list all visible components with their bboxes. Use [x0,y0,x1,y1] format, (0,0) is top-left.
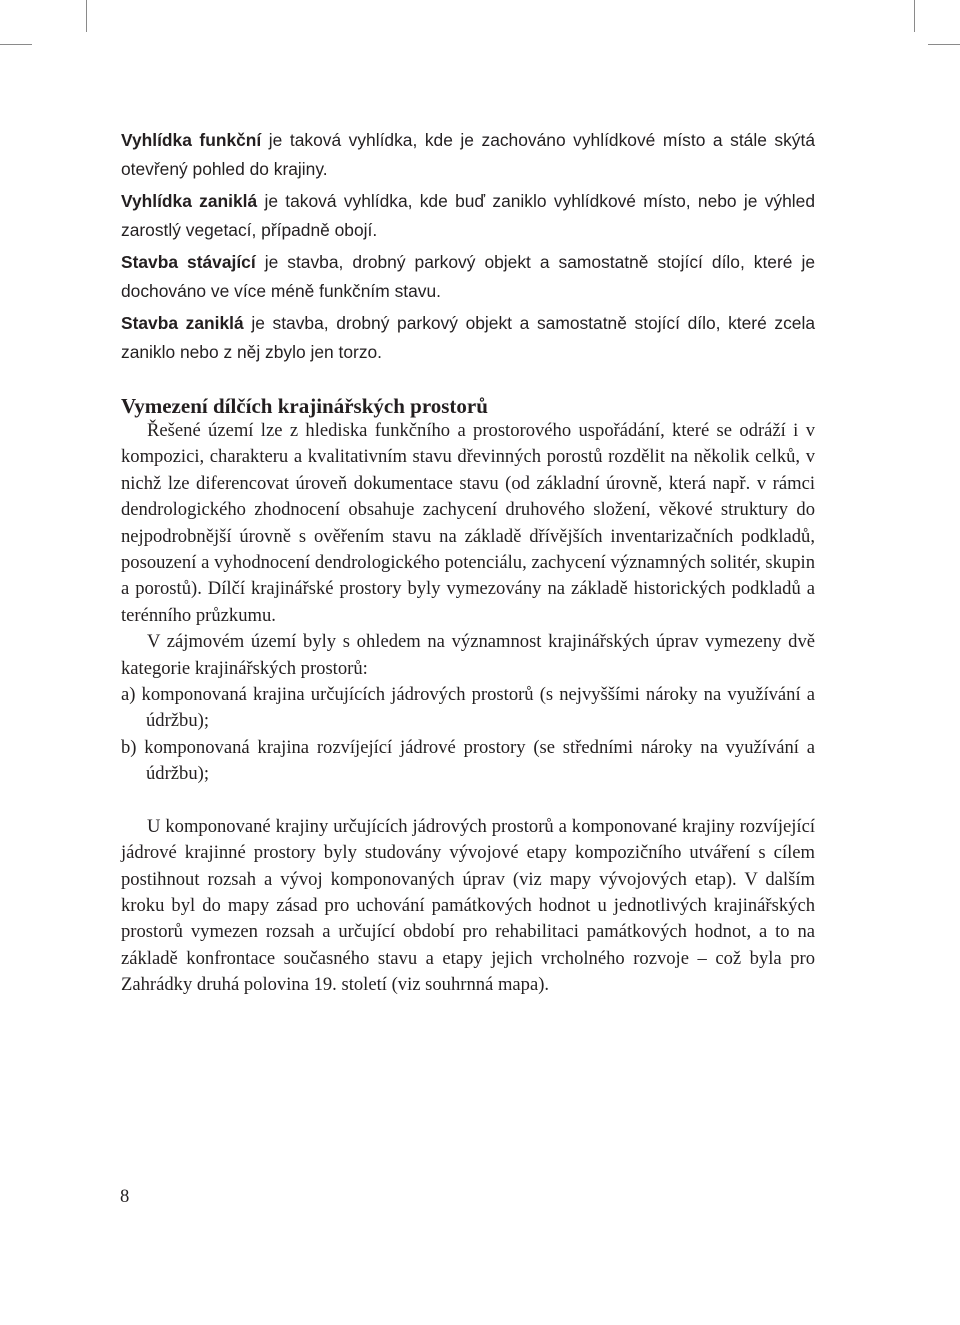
list-item: a) komponovaná krajina určujících jádrových prostorů (s nejvyššími nároky na využívání a údržbu); [121,684,815,732]
section-paragraph-1: Řešené území lze z hlediska funkčního a prostorového uspořádání, které se odráží i v kompozici, charakteru a kvalitativním stavu dřevinných porostů rozdělit na několik celků, v nichž lze diferencovat úroveň dokumentace stavu (od základní úrovně, která např. v rámci dendrologického zhodnocení obsahuje zachycení druhového složení, věkové struktury do nejpodrobnější úrovně s ověřením stavu na základě dřívějších inventarizačních podkladů, posouzení a vyhodnocení dendrologického potenciálu, zachycení významných solitér, skupin a porostů). Dílčí krajinářské prostory byly vymezovány na základě historických podkladů a terénního průzkumu. [121,420,815,626]
crop-mark-left [0,44,32,45]
definition-term: Stavba stávající [121,252,256,272]
definition-text: je stavba, drobný parkový objekt a samostatně stojící dílo, které je dochováno ve více méně funkčním stavu. [121,252,815,301]
definition-term: Stavba zaniklá [121,313,244,333]
definition-stavba-stavajici [121,248,815,305]
list-item: b) komponovaná krajina rozvíjející jádrové prostory (se středními nároky na využívání a údržbu); [121,736,815,785]
section-heading: Vymezení dílčích krajinářských prostorů [121,394,488,418]
category-list [121,682,815,788]
section-paragraph-2: V zájmovém území byly s ohledem na významnost krajinářských úprav vymezeny dvě kategorie krajinářských prostorů: [121,631,815,679]
definition-vyhlidka-funkcni [121,126,815,183]
page-number: 8 [120,1186,130,1207]
section-paragraph-3: U komponované krajiny určujících jádrových prostorů a komponované krajiny rozvíjející jádrové krajinné prostory byly studovány vývojové etapy kompozičního utváření s cílem postihnout rozsah a vývoj komponovaných úprav (viz mapy vývojových etap). V dalším kroku byl do mapy zásad pro uchování památkových hodnot u jednotlivých krajinářských prostorů vymezen rozsah a určující období pro rehabilitaci památkových hodnot, a to na základě konfrontace současného stavu a etapy jejich vrcholného rozvoje – což byla pro Zahrádky druhá polovina 19. století (viz souhrnná mapa). [121,815,815,996]
page-content [121,126,815,999]
definition-text: je stavba, drobný parkový objekt a samostatně stojící dílo, které zcela zaniklo nebo z něj zbylo jen torzo. [121,313,816,362]
definition-term: Vyhlídka funkční [121,130,262,150]
definition-term: Vyhlídka zaniklá [121,191,258,211]
crop-mark-top-left [86,0,87,32]
definition-text: je taková vyhlídka, kde je zachováno vyhlídkové místo a stále skýtá otevřený pohled do krajiny. [121,130,816,179]
definition-vyhlidka-zanikla [121,187,815,244]
crop-mark-top-right [914,0,915,32]
definition-stavba-zanikla [121,309,815,366]
crop-mark-right [928,44,960,45]
definition-text: je taková vyhlídka, kde buď zaniklo vyhlídkové místo, nebo je výhled zarostlý vegetací, případně obojí. [121,191,815,240]
